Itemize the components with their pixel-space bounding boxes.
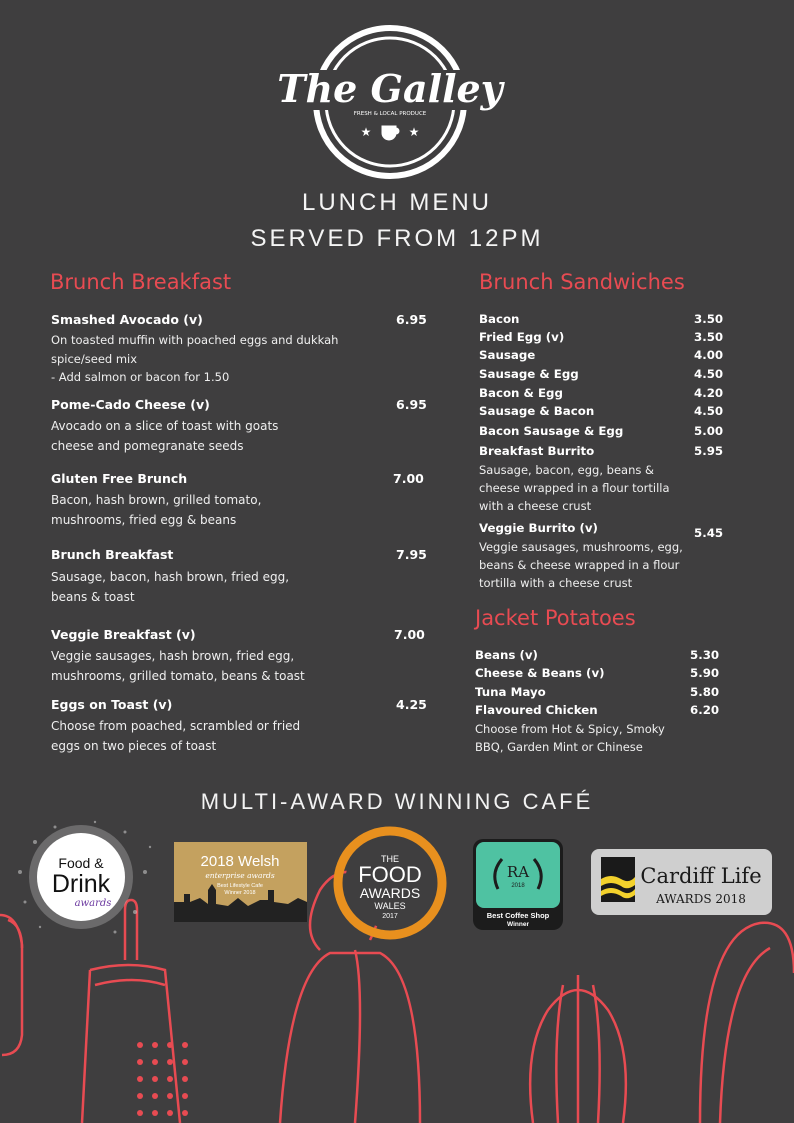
potato-price: 5.30	[690, 648, 720, 662]
welsh-line3: Best Lifestyle Cafe	[217, 883, 263, 889]
menu-item-price: 7.00	[394, 627, 425, 642]
potato-price: 5.90	[690, 666, 720, 680]
star-icon: ★	[360, 125, 372, 139]
desc-line: tortilla with a cheese crust	[479, 576, 633, 590]
food-drink-awards-badge	[5, 812, 165, 942]
menu-item-name: Smashed Avocado (v)	[51, 312, 203, 327]
food-awards-line5: 2017	[382, 913, 398, 920]
desc-line: Veggie sausages, hash brown, fried egg,	[51, 649, 295, 663]
menu-item-name: Gluten Free Brunch	[51, 471, 188, 486]
ra-best-coffee-shop-badge	[473, 839, 563, 930]
desc-line: with a cheese crust	[479, 499, 592, 513]
ra-line3: Best Coffee Shop	[486, 911, 550, 920]
menu-item-price: 6.95	[396, 397, 427, 412]
brunch-breakfast-title: Brunch Breakfast	[50, 270, 232, 294]
sandwich-name: Sausage & Bacon	[479, 404, 595, 418]
cardiff-line1: Cardiff Life	[640, 864, 762, 888]
cardiff-life-awards-badge	[591, 849, 772, 915]
ra-line4: Winner	[507, 921, 529, 928]
sandwich-name: Veggie Burrito (v)	[479, 521, 598, 535]
menu-item-desc	[51, 716, 300, 756]
desc-line: On toasted muffin with poached eggs and dukkah	[51, 333, 339, 347]
logo-brand-text: The Galley	[277, 66, 503, 111]
sandwich-name: Sausage & Egg	[479, 367, 579, 381]
food-drink-line1: Food &	[58, 855, 104, 871]
menu-item-price: 6.95	[396, 312, 427, 327]
food-drink-line3: awards	[74, 898, 112, 909]
sandwich-price: 4.50	[694, 404, 724, 418]
welsh-line2: enterprise awards	[205, 871, 275, 880]
sandwich-desc	[479, 538, 683, 592]
desc-line: Sausage, bacon, egg, beans &	[479, 463, 654, 477]
desc-line: cheese wrapped in a flour tortilla	[479, 481, 670, 495]
desc-line: Veggie sausages, mushrooms, egg,	[479, 540, 683, 554]
menu-item-desc	[51, 490, 261, 530]
jacket-potatoes-title: Jacket Potatoes	[475, 606, 636, 630]
sandwich-price: 4.50	[694, 367, 724, 381]
the-galley-logo	[277, 22, 503, 182]
cardiff-line2: AWARDS 2018	[656, 892, 746, 906]
sandwich-name: Bacon & Egg	[479, 386, 563, 400]
desc-line: Choose from Hot & Spicy, Smoky	[475, 722, 665, 736]
food-awards-line3: AWARDS	[359, 885, 421, 901]
menu-item-desc	[51, 567, 289, 607]
welsh-line1: 2018 Welsh	[200, 853, 280, 870]
awards-title: MULTI-AWARD WINNING CAFÉ	[200, 789, 594, 814]
sandwich-price: 3.50	[694, 312, 724, 326]
sandwich-name: Sausage	[479, 348, 536, 362]
ra-line1: RA	[506, 863, 530, 881]
sandwich-name: Bacon Sausage & Egg	[479, 424, 624, 438]
potato-price: 6.20	[690, 703, 720, 717]
menu-subtitle: SERVED FROM 12PM	[250, 225, 544, 252]
desc-line: cheese and pomegranate seeds	[51, 439, 244, 453]
sandwich-price: 4.00	[694, 348, 724, 362]
welsh-enterprise-awards-badge	[174, 842, 307, 922]
ra-line2: 2018	[511, 883, 525, 889]
menu-item-name: Veggie Breakfast (v)	[51, 627, 196, 642]
desc-line: Avocado on a slice of toast with goats	[51, 419, 279, 433]
food-awards-line1: THE	[381, 854, 399, 864]
menu-item-price: 7.00	[393, 471, 424, 486]
desc-line: beans & cheese wrapped in a flour	[479, 558, 680, 572]
food-drink-line2: Drink	[51, 870, 111, 898]
potato-name: Cheese & Beans (v)	[475, 666, 605, 680]
menu-item-price: 4.25	[396, 697, 427, 712]
potato-name: Flavoured Chicken	[475, 703, 598, 717]
potato-name: Beans (v)	[475, 648, 538, 662]
desc-line: Bacon, hash brown, grilled tomato,	[51, 493, 262, 507]
desc-line: - Add salmon or bacon for 1.50	[51, 370, 230, 384]
brunch-sandwiches-title: Brunch Sandwiches	[479, 270, 685, 294]
sandwich-price: 5.00	[694, 424, 724, 438]
menu-item-name: Pome-Cado Cheese (v)	[51, 397, 210, 412]
desc-line: eggs on two pieces of toast	[51, 739, 217, 753]
menu-item-desc	[51, 416, 278, 456]
sandwich-price: 5.45	[694, 526, 724, 540]
desc-line: beans & toast	[51, 590, 135, 604]
menu-title: LUNCH MENU	[301, 189, 492, 216]
menu-item-name: Brunch Breakfast	[51, 547, 174, 562]
sandwich-desc	[479, 461, 670, 515]
desc-line: mushrooms, grilled tomato, beans & toast	[51, 669, 305, 683]
food-awards-wales-badge	[330, 826, 450, 940]
sandwich-name: Breakfast Burrito	[479, 444, 595, 458]
sandwich-price: 4.20	[694, 386, 724, 400]
food-awards-line2: FOOD	[358, 862, 422, 887]
welsh-line4: Winner 2018	[224, 890, 256, 896]
menu-item-desc	[51, 331, 338, 387]
star-icon: ★	[408, 125, 420, 139]
sandwich-price: 3.50	[694, 330, 724, 344]
desc-line: mushrooms, fried egg & beans	[51, 513, 237, 527]
sandwich-price: 5.95	[694, 444, 724, 458]
menu-item-price: 7.95	[396, 547, 427, 562]
cup-icon	[382, 126, 399, 140]
desc-line: Choose from poached, scrambled or fried	[51, 719, 301, 733]
potato-price: 5.80	[690, 685, 720, 699]
sandwich-name: Fried Egg (v)	[479, 330, 565, 344]
desc-line: Sausage, bacon, hash brown, fried egg,	[51, 570, 290, 584]
potato-name: Tuna Mayo	[475, 685, 546, 699]
menu-item-desc	[51, 646, 305, 686]
sandwich-name: Bacon	[479, 312, 520, 326]
food-awards-line4: WALES	[374, 901, 406, 911]
desc-line: spice/seed mix	[51, 351, 138, 366]
menu-item-name: Eggs on Toast (v)	[51, 697, 173, 712]
desc-line: BBQ, Garden Mint or Chinese	[475, 740, 643, 754]
logo-tagline: FRESH & LOCAL PRODUCE	[353, 111, 427, 117]
potato-desc	[475, 720, 665, 756]
